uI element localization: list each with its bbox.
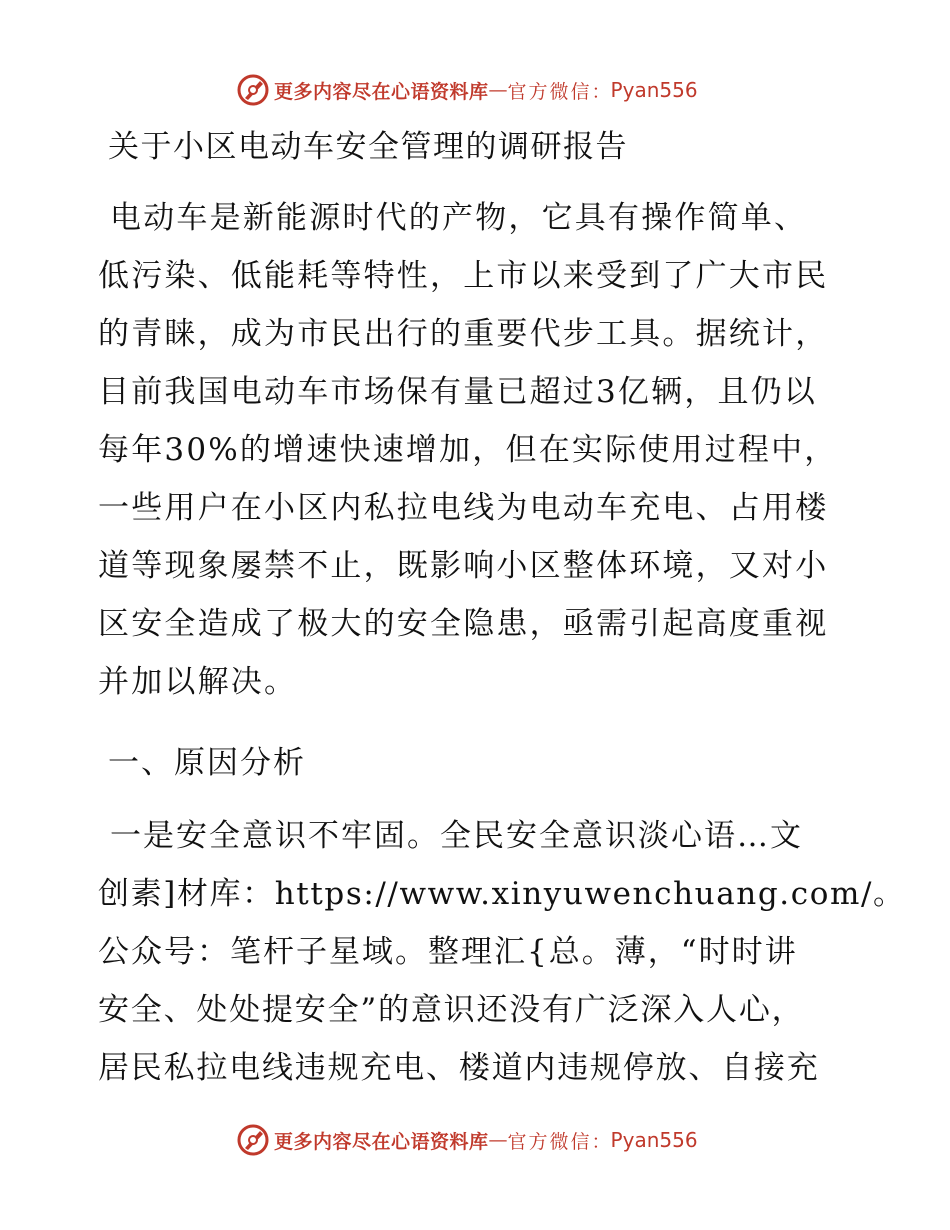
paragraph-line: 一些用户在小区内私拉电线为电动车充电、占用楼 — [98, 490, 829, 526]
watermark-banner-bottom — [236, 1122, 698, 1158]
paragraph-line: 一是安全意识不牢固。全民安全意识淡心语…文 — [110, 818, 803, 854]
paragraph-line: 低污染、低能耗等特性，上市以来受到了广大市民 — [98, 258, 829, 294]
paragraph-line: 创素]材库：https://www.xinyuwenchuang.com/。 — [98, 876, 906, 912]
watermark-sub-text: 官方微信 — [507, 80, 592, 103]
section-heading: 一、原因分析 — [108, 745, 306, 781]
intro-paragraph — [98, 189, 838, 711]
watermark-colon: ： — [591, 80, 611, 103]
paragraph-line: 并加以解决。 — [98, 664, 298, 700]
section-paragraph — [98, 807, 906, 1097]
paragraph-line: 电动车是新能源时代的产物，它具有操作简单、 — [110, 200, 808, 236]
quill-seal-icon — [236, 1123, 270, 1157]
watermark-handle: Pyan556 — [610, 78, 698, 102]
watermark-handle: Pyan556 — [610, 1128, 698, 1152]
paragraph-line: 道等现象屡禁不止，既影响小区整体环境，又对小 — [98, 548, 829, 584]
paragraph-line: 安全、处处提安全”的意识还没有广泛深入人心， — [98, 992, 805, 1028]
watermark-banner-top — [236, 72, 698, 108]
paragraph-line: 区安全造成了极大的安全隐患，亟需引起高度重视 — [98, 606, 829, 642]
watermark-separator: — — [488, 79, 508, 101]
quill-seal-icon — [236, 73, 270, 107]
paragraph-line: 每年30%的增速快速增加，但在实际使用过程中， — [98, 432, 838, 468]
document-title: 关于小区电动车安全管理的调研报告 — [108, 129, 628, 165]
watermark-colon: ： — [591, 1130, 611, 1153]
watermark-main-text: 更多内容尽在心语资料库 — [274, 80, 489, 103]
watermark-sub-text: 官方微信 — [507, 1130, 592, 1153]
watermark-main-text: 更多内容尽在心语资料库 — [274, 1130, 489, 1153]
paragraph-line: 的青睐，成为市民出行的重要代步工具。据统计， — [98, 316, 829, 352]
paragraph-line: 公众号：笔杆子星域。整理汇{总。薄，“时时讲 — [98, 934, 798, 970]
paragraph-line: 目前我国电动车市场保有量已超过3亿辆，且仍以 — [98, 374, 818, 410]
watermark-separator: — — [488, 1129, 508, 1151]
paragraph-line: 居民私拉电线违规充电、楼道内违规停放、自接充 — [98, 1050, 820, 1086]
